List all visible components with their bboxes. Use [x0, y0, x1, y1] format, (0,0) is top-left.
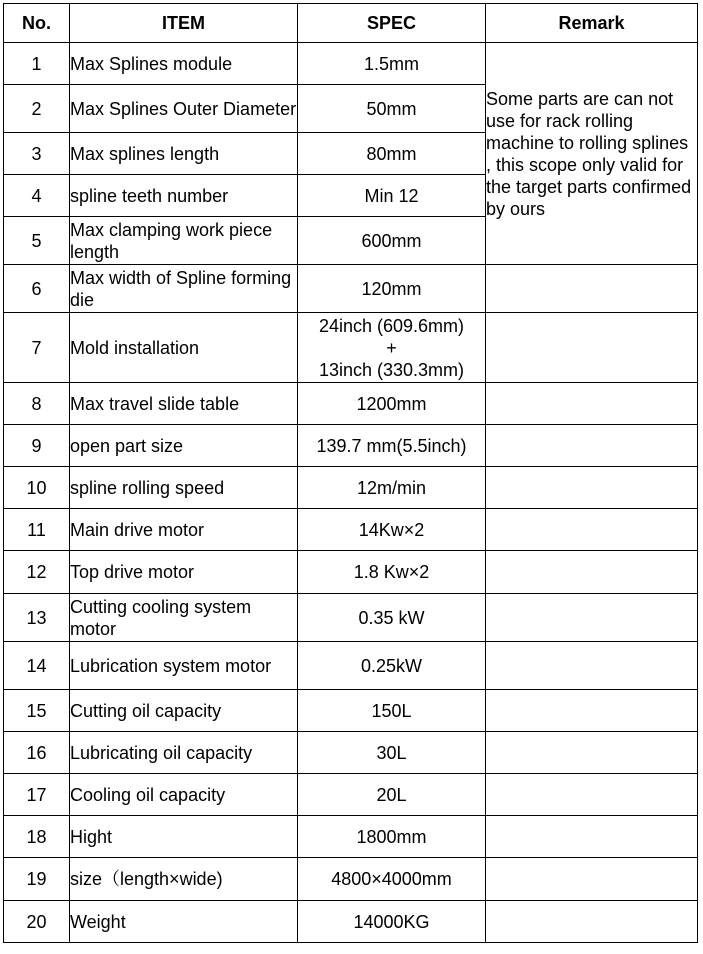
row-item: Cutting cooling system motor: [70, 594, 298, 642]
row-item: Lubricating oil capacity: [70, 732, 298, 774]
row-spec: 50mm: [298, 85, 486, 133]
header-spec: SPEC: [298, 4, 486, 43]
row-item: Weight: [70, 901, 298, 943]
row-remark-empty: [486, 594, 698, 642]
row-number: 4: [4, 175, 70, 217]
row-spec: 139.7 mm(5.5inch): [298, 425, 486, 467]
row-spec: 120mm: [298, 265, 486, 313]
row-item: spline rolling speed: [70, 467, 298, 509]
row-remark-empty: [486, 642, 698, 690]
table-row: [4, 594, 698, 642]
row-spec: 12m/min: [298, 467, 486, 509]
row-remark-empty: [486, 265, 698, 313]
table-row: [4, 467, 698, 509]
header-item: ITEM: [70, 4, 298, 43]
row-spec: 150L: [298, 690, 486, 732]
row-item: Max Splines Outer Diameter: [70, 85, 298, 133]
row-spec: 24inch (609.6mm) + 13inch (330.3mm): [298, 313, 486, 383]
header-remark: Remark: [486, 4, 698, 43]
table-row: [4, 509, 698, 551]
row-spec: 80mm: [298, 133, 486, 175]
row-spec: 14Kw×2: [298, 509, 486, 551]
row-number: 14: [4, 642, 70, 690]
row-number: 7: [4, 313, 70, 383]
row-number: 10: [4, 467, 70, 509]
row-number: 16: [4, 732, 70, 774]
header-no: No.: [4, 4, 70, 43]
row-remark-empty: [486, 313, 698, 383]
row-spec: 0.35 kW: [298, 594, 486, 642]
row-spec: 20L: [298, 774, 486, 816]
table-row: [4, 265, 698, 313]
row-spec: 1200mm: [298, 383, 486, 425]
row-remark-empty: [486, 732, 698, 774]
table-row: [4, 425, 698, 467]
row-item: Max width of Spline forming die: [70, 265, 298, 313]
row-remark-empty: [486, 816, 698, 858]
row-number: 6: [4, 265, 70, 313]
row-number: 19: [4, 858, 70, 901]
row-number: 3: [4, 133, 70, 175]
row-remark-empty: [486, 509, 698, 551]
table-row: [4, 43, 698, 85]
table-row: [4, 551, 698, 594]
table-row: [4, 774, 698, 816]
row-item: size（length×wide): [70, 858, 298, 901]
row-item: Main drive motor: [70, 509, 298, 551]
row-remark-empty: [486, 467, 698, 509]
row-spec: 600mm: [298, 217, 486, 265]
row-number: 1: [4, 43, 70, 85]
row-remark-empty: [486, 858, 698, 901]
row-number: 12: [4, 551, 70, 594]
row-item: Hight: [70, 816, 298, 858]
row-item: Max Splines module: [70, 43, 298, 85]
row-number: 15: [4, 690, 70, 732]
table-row: [4, 901, 698, 943]
row-item: spline teeth number: [70, 175, 298, 217]
row-number: 9: [4, 425, 70, 467]
row-number: 2: [4, 85, 70, 133]
row-spec: Min 12: [298, 175, 486, 217]
row-remark-empty: [486, 901, 698, 943]
row-spec: 30L: [298, 732, 486, 774]
table-row: [4, 313, 698, 383]
row-remark-empty: [486, 551, 698, 594]
row-remark-empty: [486, 383, 698, 425]
header-row: [4, 4, 698, 43]
row-item: Top drive motor: [70, 551, 298, 594]
table-row: [4, 383, 698, 425]
spec-table: [3, 3, 698, 943]
table-row: [4, 858, 698, 901]
row-item: Mold installation: [70, 313, 298, 383]
row-remark: Some parts are can not use for rack rolling machine to rolling splines , this scope only valid for the target parts confirmed by ours: [486, 43, 698, 265]
table-row: [4, 732, 698, 774]
row-item: Cooling oil capacity: [70, 774, 298, 816]
row-number: 5: [4, 217, 70, 265]
row-remark-empty: [486, 690, 698, 732]
row-item: Lubrication system motor: [70, 642, 298, 690]
row-remark-empty: [486, 774, 698, 816]
row-number: 20: [4, 901, 70, 943]
row-item: Cutting oil capacity: [70, 690, 298, 732]
row-item: Max splines length: [70, 133, 298, 175]
row-spec: 1.5mm: [298, 43, 486, 85]
row-item: open part size: [70, 425, 298, 467]
row-item: Max clamping work piece length: [70, 217, 298, 265]
row-spec: 4800×4000mm: [298, 858, 486, 901]
row-remark-empty: [486, 425, 698, 467]
row-item: Max travel slide table: [70, 383, 298, 425]
table-row: [4, 690, 698, 732]
row-spec: 1800mm: [298, 816, 486, 858]
row-number: 18: [4, 816, 70, 858]
row-spec: 1.8 Kw×2: [298, 551, 486, 594]
row-number: 8: [4, 383, 70, 425]
table-row: [4, 816, 698, 858]
row-number: 11: [4, 509, 70, 551]
table-row: [4, 642, 698, 690]
row-number: 17: [4, 774, 70, 816]
row-spec: 0.25kW: [298, 642, 486, 690]
row-spec: 14000KG: [298, 901, 486, 943]
row-number: 13: [4, 594, 70, 642]
